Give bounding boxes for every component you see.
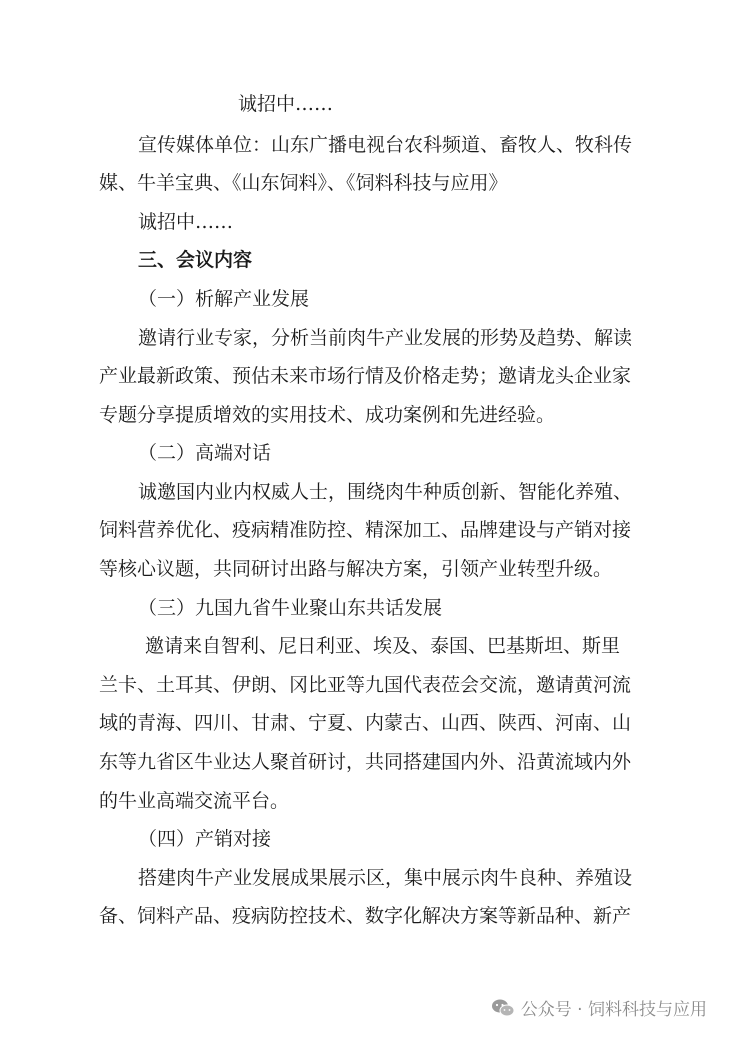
paragraph-line: 的牛业高端交流平台。 xyxy=(99,790,290,812)
subsection-heading: （三）九国九省牛业聚山东共话发展 xyxy=(138,597,443,619)
subsection-heading: （一）析解产业发展 xyxy=(138,288,310,310)
wechat-watermark xyxy=(491,995,707,1020)
paragraph-line: 邀请来自智利、尼日利亚、埃及、泰国、巴基斯坦、斯里 xyxy=(145,635,621,657)
paragraph-line: 诚招中…… xyxy=(238,93,334,115)
subsection-heading: （二）高端对话 xyxy=(138,442,272,464)
paragraph-line: 诚招中…… xyxy=(138,211,234,233)
watermark-text: 公众号 · 饲料科技与应用 xyxy=(520,1000,707,1020)
paragraph-line: 兰卡、土耳其、伊朗、冈比亚等九国代表莅会交流，邀请黄河流 xyxy=(99,674,632,696)
paragraph-line: 搭建肉牛产业发展成果展示区，集中展示肉牛良种、养殖设 xyxy=(138,867,633,889)
paragraph-line: 媒、牛羊宝典、《山东饲料》、《饲料科技与应用》 xyxy=(99,172,508,194)
paragraph-line: 邀请行业专家，分析当前肉牛产业发展的形势及趋势、解读 xyxy=(138,327,633,349)
paragraph-line: 备、饲料产品、疫病防控技术、数字化解决方案等新品种、新产 xyxy=(99,905,632,927)
paragraph-line: 产业最新政策、预估未来市场行情及价格走势；邀请龙头企业家 xyxy=(99,365,632,387)
wechat-icon xyxy=(491,998,515,1018)
paragraph-line: 专题分享提质增效的实用技术、成功案例和先进经验。 xyxy=(99,404,556,426)
paragraph-line: 饲料营养优化、疫病精准防控、精深加工、品牌建设与产销对接 xyxy=(99,519,632,541)
paragraph-line: 东等九省区牛业达人聚首研讨，共同搭建国内外、沿黄流域内外 xyxy=(99,751,632,773)
section-heading: 三、会议内容 xyxy=(138,249,253,271)
paragraph-line: 域的青海、四川、甘肃、宁夏、内蒙古、山西、陕西、河南、山 xyxy=(99,712,632,734)
subsection-heading: （四）产销对接 xyxy=(138,828,272,850)
paragraph-line: 等核心议题，共同研讨出路与解决方案，引领产业转型升级。 xyxy=(99,558,613,580)
paragraph-line: 宣传媒体单位：山东广播电视台农科频道、畜牧人、牧科传 xyxy=(138,134,633,156)
paragraph-line: 诚邀国内业内权威人士，围绕肉牛种质创新、智能化养殖、 xyxy=(138,481,633,503)
